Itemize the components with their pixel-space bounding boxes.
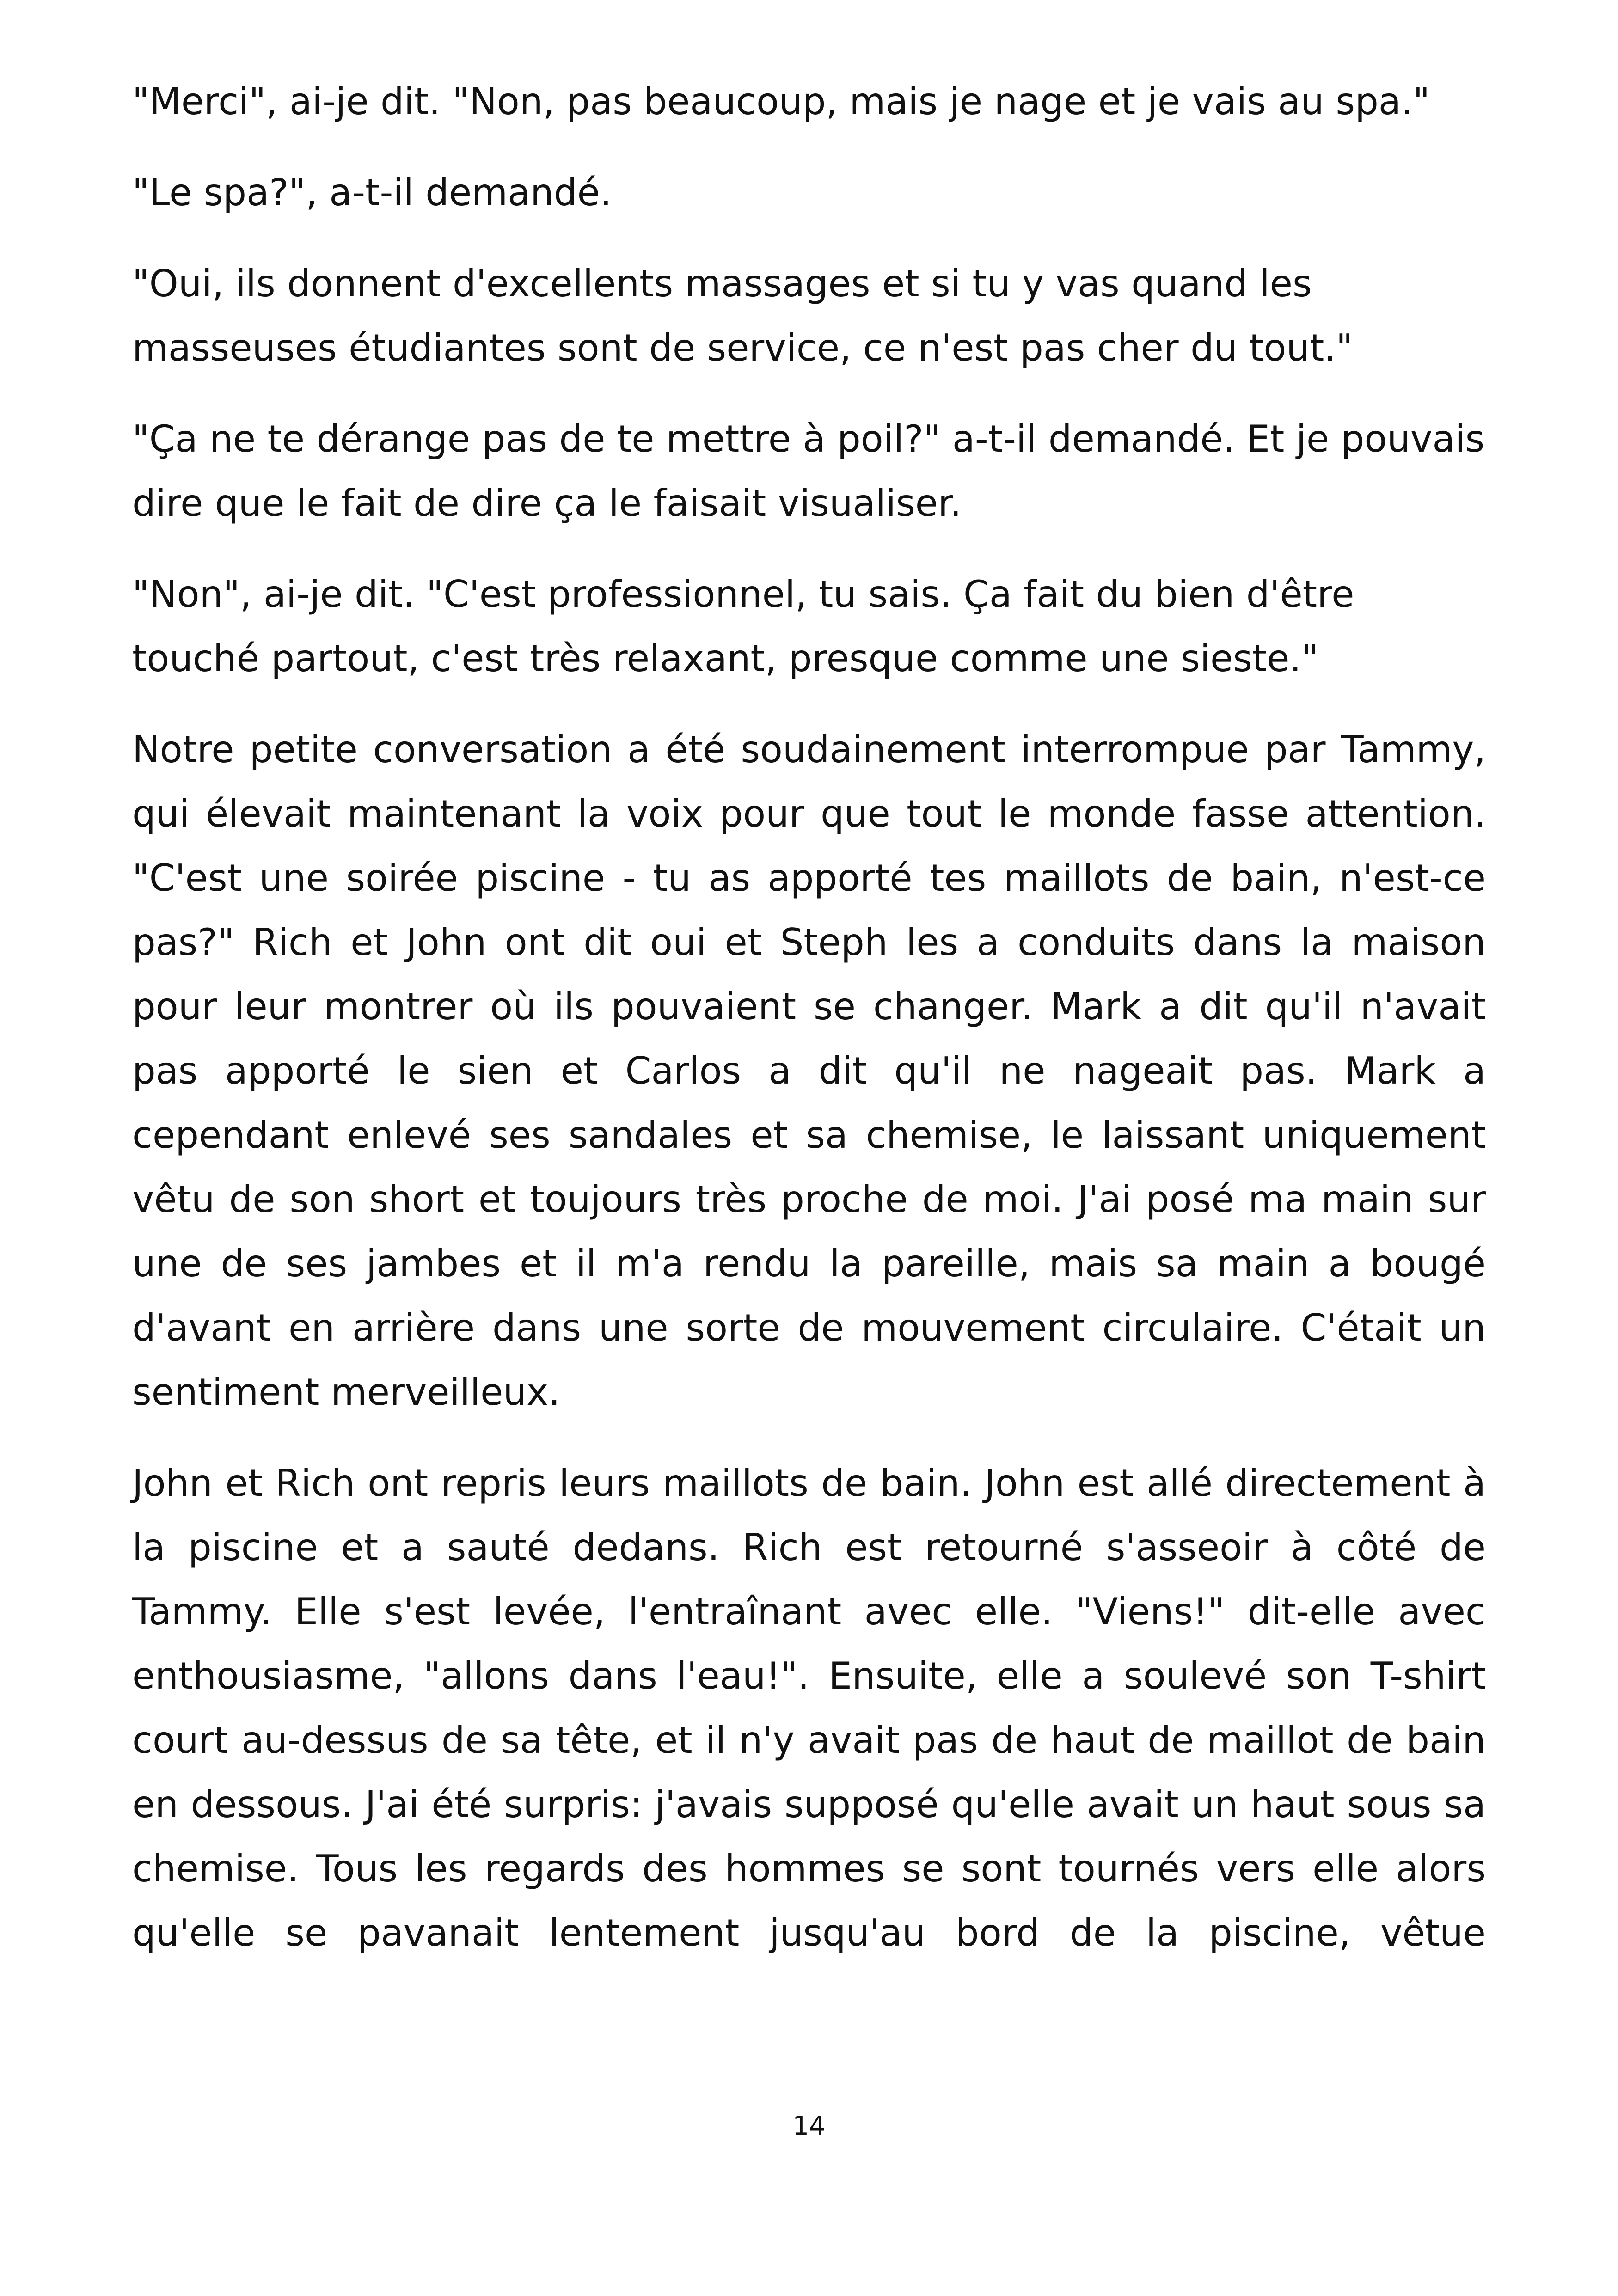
paragraph-maillots: John et Rich ont repris leurs maillots de bain. John est allé directement à la piscine et a sauté dedans. Rich est retourné s'asseoir à côté de Tammy. Elle s'est levée, l'entraînant avec elle. "Viens!" dit-elle avec enthousiasme, "allons dans l'eau!". Ensuite, elle a soulevé son T-shirt court au-dessus de sa tête, et il n'y avait pas de haut de maillot de bain en dessous. J'ai été surpris: j'avais supposé qu'elle avait un haut sous sa chemise. Tous les regards des hommes se sont tournés vers elle alors qu'elle se pavanait lentement jusqu'au bord de la piscine, vêtue [132, 1462, 1486, 1954]
page-number: 14 [792, 2111, 826, 2141]
paragraph-le-spa: "Le spa?", a-t-il demandé. [132, 171, 612, 214]
paragraph-professionnel: "Non", ai-je dit. "C'est professionnel, tu sais. Ça fait du bien d'être touché partout, c'est très relaxant, presque comme une sieste." [132, 573, 1354, 680]
paragraph-soiree-piscine: Notre petite conversation a été soudainement interrompue par Tammy, qui élevait maintenant la voix pour que tout le monde fasse attention. "C'est une soirée piscine - tu as apporté tes maillots de bain, n'est-ce pas?" Rich et John ont dit oui et Steph les a conduits dans la maison pour leur montrer où ils pouvaient se changer. Mark a dit qu'il n'avait pas apporté le sien et Carlos a dit qu'il ne nageait pas. Mark a cependant enlevé ses sandales et sa chemise, le laissant uniquement vêtu de son short et toujours très proche de moi. J'ai posé ma main sur une de ses jambes et il m'a rendu la pareille, mais sa main a bougé d'avant en arrière dans une sorte de mouvement circulaire. C'était un sentiment merveilleux. [132, 728, 1486, 1414]
paragraph-merci: "Merci", ai-je dit. "Non, pas beaucoup, mais je nage et je vais au spa." [132, 80, 1430, 123]
paragraph-massages: "Oui, ils donnent d'excellents massages et si tu y vas quand les masseuses étudiantes sont de service, ce n'est pas cher du tout." [132, 262, 1353, 369]
body-text [132, 69, 1486, 1965]
paragraph-a-poil: "Ça ne te dérange pas de te mettre à poil?" a-t-il demandé. Et je pouvais dire que le fait de dire ça le faisait visualiser. [132, 417, 1485, 525]
